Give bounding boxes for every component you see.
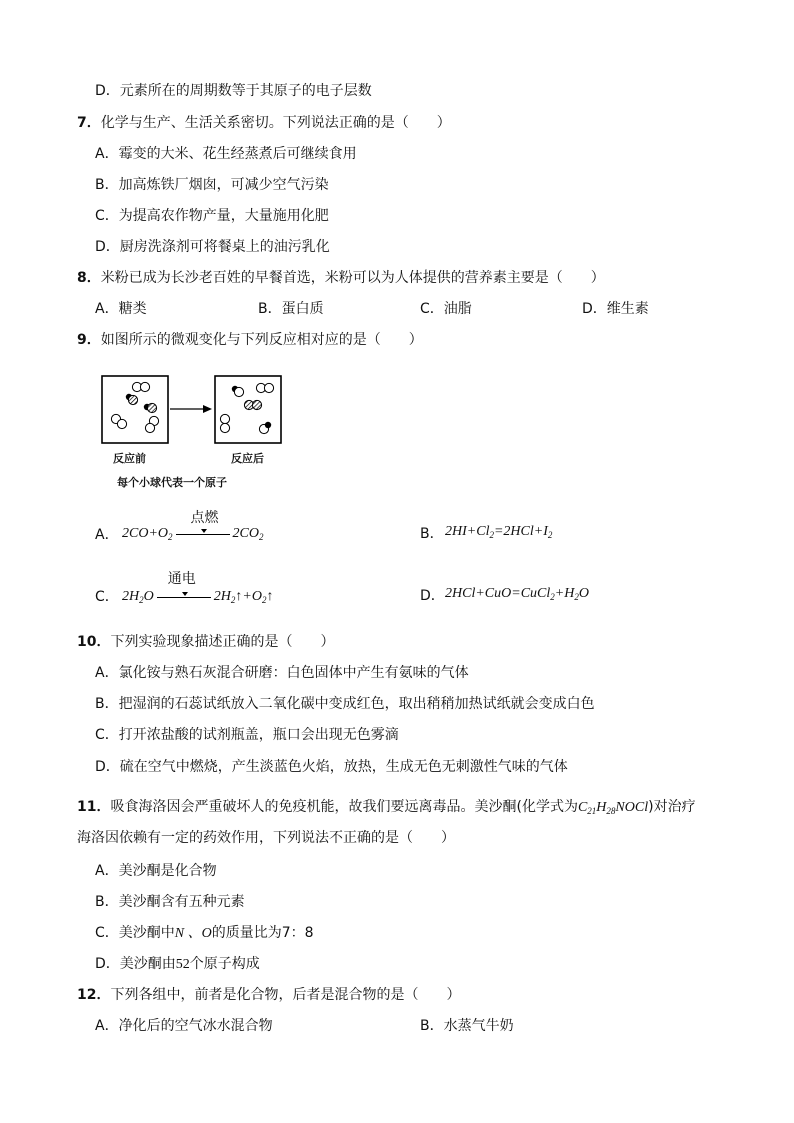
q10-option-d: D．硫在空气中燃烧，产生淡蓝色火焰，放热，生成无色无刺激性气味的气体: [95, 759, 568, 775]
q10-option-b: B．把湿润的石蕊试纸放入二氧化碳中变成红色，取出稍稍加热试纸就会变成白色: [95, 696, 595, 712]
q11-option-c-prefix: C．美沙酮中: [95, 925, 175, 941]
q11-option-d: [95, 954, 260, 975]
q11-option-a: A．美沙酮是化合物: [95, 863, 217, 879]
figure-caption: 每个小球代表一个原子: [117, 476, 227, 489]
q9-stem: [77, 330, 423, 350]
q12-option-b: B．水蒸气牛奶: [420, 1018, 514, 1034]
condition-arrow-c: [154, 570, 214, 604]
q10-stem: [77, 632, 334, 652]
q10-option-a: A．氯化铵与熟石灰混合研磨：白色固体中产生有氨味的气体: [95, 665, 469, 681]
q8-stem-text: 米粉已成为长沙老百姓的早餐首选，米粉可以为人体提供的营养素主要是（ ）: [100, 270, 605, 286]
q11-option-d-suffix: 个原子构成: [189, 956, 260, 972]
q11-stem-part1: 吸食海洛因会严重破坏人的免疫机能，故我们要远离毒品。美沙酮(化学式为: [110, 799, 578, 815]
arrow-head: [203, 405, 212, 413]
condition-c: 通电: [167, 570, 196, 587]
q9-option-a-equation: $2CO+O_2$ 点燃 $2CO_2$: [122, 526, 263, 542]
q11-stem-part2: )对治疗: [648, 799, 696, 815]
q11-option-d-num: 52: [175, 957, 190, 972]
q7-option-b: B．加高炼铁厂烟囱，可减少空气污染: [95, 177, 329, 193]
q10-number: 10．: [77, 634, 111, 650]
q8-stem: [77, 268, 605, 288]
reaction-diagram-svg: [98, 372, 298, 452]
q9-option-d-equation: $2HCl+CuO=CuCl_2+H_2O$: [445, 586, 589, 602]
q6-option-d: D．元素所在的周期数等于其原子的电子层数: [95, 83, 372, 99]
q9-stem-text: 如图所示的微观变化与下列反应相对应的是（ ）: [100, 332, 423, 348]
q11-number: 11．: [77, 799, 111, 815]
after-label: 反应后: [231, 452, 264, 465]
q7-option-c: C．为提高农作物产量，大量施用化肥: [95, 208, 329, 224]
q9-option-c-equation: $2H_2O$ 通电 $2H_2↑+O_2↑$: [122, 589, 273, 605]
q7-option-d: D．厨房洗涤剂可将餐桌上的油污乳化: [95, 239, 330, 255]
q9-option-d-letter: D．: [420, 588, 445, 604]
q11-option-c-symbols: N 、O: [174, 926, 212, 941]
q11-option-b: B．美沙酮含有五种元素: [95, 894, 245, 910]
q11-stem-line1: [77, 797, 696, 821]
q9-option-b-equation: $2HI+Cl_2=2HCl+I_2$: [445, 524, 553, 540]
q10-stem-text: 下列实验现象描述正确的是（ ）: [110, 634, 335, 650]
condition-a: 点燃: [190, 509, 219, 526]
q8-number: 8．: [77, 270, 101, 286]
q7-number: 7．: [77, 115, 101, 131]
q7-stem-text: 化学与生产、生活关系密切。下列说法正确的是（ ）: [100, 115, 451, 131]
q7-stem: [77, 113, 451, 133]
q12-stem-text: 下列各组中，前者是化合物，后者是混合物的是（ ）: [110, 987, 461, 1003]
q12-stem: [77, 985, 460, 1005]
condition-arrow-a: [173, 509, 233, 541]
reaction-diagram: [98, 372, 298, 456]
q8-option-b: B．蛋白质: [258, 301, 324, 317]
q9-option-b-letter: B．: [420, 526, 444, 542]
q11-option-c-mid: 的质量比为7：8: [211, 925, 314, 941]
q8-option-a: A．糖类: [95, 301, 147, 317]
q7-option-a: A．霉变的大米、花生经蒸煮后可继续食用: [95, 146, 357, 162]
q11-option-c: [95, 923, 314, 944]
q9-number: 9．: [77, 332, 101, 348]
q10-option-c: C．打开浓盐酸的试剂瓶盖，瓶口会出现无色雾滴: [95, 727, 399, 743]
q12-number: 12．: [77, 987, 111, 1003]
q9-option-c-letter: C．: [95, 589, 119, 605]
q11-formula: $C_{21}H_{28}NOCl$: [577, 800, 649, 816]
q8-option-c: C．油脂: [420, 301, 472, 317]
q12-option-a: A．净化后的空气冰水混合物: [95, 1018, 273, 1034]
q9-option-a-letter: A．: [95, 527, 119, 543]
q8-option-d: D．维生素: [582, 301, 649, 317]
before-label: 反应前: [113, 452, 146, 465]
q11-stem-line2: 海洛因依赖有一定的药效作用，下列说法不正确的是（ ）: [77, 830, 455, 846]
q11-option-d-prefix: D．美沙酮由: [95, 956, 176, 972]
